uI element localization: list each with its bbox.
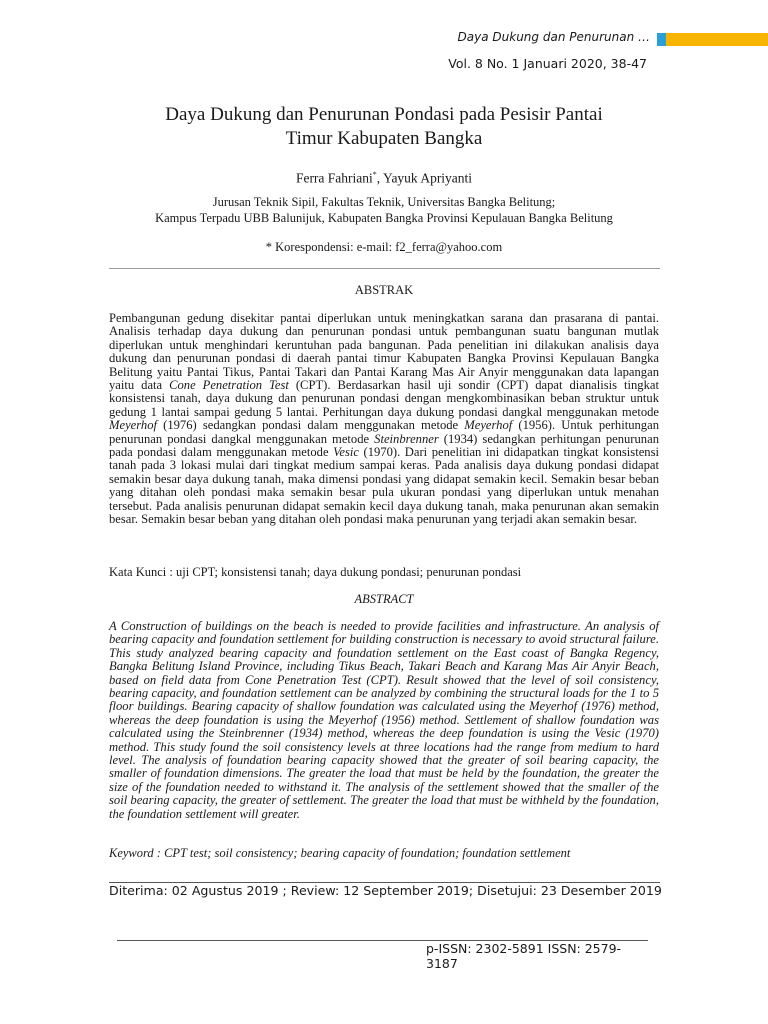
abstrak-text: (1970). Dari penelitian ini didapatkan tingkat konsistensi tanah pada 3 lokasi mulai dari tingkat medium sampai keras. Pada analisis daya dukung pondasi didapat semakin besar daya dukung tanah, maka dimensi pondasi yang didapat semakin kecil. Semakin besar beban yang ditahan oleh pondasi maka semakin besar pula ukuran pondasi yang diperlukan untuk menahan tersebut. Pada analisis penurunan didapat semakin kecil daya dukung tanah, maka penurunan akan semakin besar. Semakin besar beban yang ditahan oleh pondasi maka penurunan yang terjadi akan semakin besar. bbox=[109, 445, 659, 527]
author-name: Ferra Fahriani bbox=[295, 170, 373, 186]
abstrak-italic-term: Meyerhof bbox=[109, 418, 158, 433]
submission-dates: Diterima: 02 Agustus 2019 ; Review: 12 September 2019; Disetujui: 23 Desember 2019 bbox=[109, 883, 662, 898]
header-accent-bar-blue bbox=[657, 33, 666, 46]
abstrak-text: Pembangunan gedung disekitar pantai diperlukan untuk meningkatkan sarana dan prasarana di pantai. Analisis terhadap daya dukung dan penurunan pondasi untuk pembangunan suatu bangunan mutlak diperlukan untuk menghindari keruntuhan pada bangunan. Pada penelitian ini dilakukan analisis daya dukung dan penurunan pondasi di daerah pantai timur Kabupaten Bangka Provinsi Kepulauan Bangka Belitung yaitu Pantai Tikus, Pantai Takari dan Pantai Karang Mas Air Anyir menggunakan data lapangan yaitu data bbox=[109, 311, 659, 393]
abstrak-italic-term: Steinbrenner bbox=[374, 431, 439, 446]
running-header-title: Daya Dukung dan Penurunan … bbox=[457, 30, 650, 44]
corresponding-author-mark: * bbox=[372, 170, 377, 179]
author-list bbox=[0, 170, 768, 187]
paper-title bbox=[0, 103, 768, 151]
affiliation-line-1: Jurusan Teknik Sipil, Fakultas Teknik, Universitas Bangka Belitung; bbox=[212, 195, 556, 209]
keywords: Keyword : CPT test; soil consistency; bearing capacity of foundation; foundation settlement bbox=[109, 846, 571, 860]
header-accent-bar-gold bbox=[666, 33, 768, 46]
kata-kunci: Kata Kunci : uji CPT; konsistensi tanah; daya dukung pondasi; penurunan pondasi bbox=[109, 565, 522, 579]
volume-info: Vol. 8 No. 1 Januari 2020, 38-47 bbox=[448, 56, 647, 71]
paper-title-line-1: Daya Dukung dan Penurunan Pondasi pada Pesisir Pantai bbox=[165, 104, 603, 125]
co-author-name: , Yayuk Apriyanti bbox=[376, 170, 473, 186]
affiliation bbox=[0, 195, 768, 226]
abstrak-text: (CPT). Berdasarkan hasil uji sondir (CPT) dapat dianalisis tingkat konsistensi tanah, daya dukung dan penurunan pondasi dengan mengkombinasikan beban struktur untuk gedung 1 lantai sampai gedung 5 lantai. Perhitungan daya dukung pondasi dangkal menggunakan metode bbox=[109, 378, 659, 419]
abstrak-heading: ABSTRAK bbox=[354, 283, 414, 297]
abstrak-text: (1934) sedangkan perhitungan penurunan pada pondasi dalam menggunakan metode bbox=[109, 431, 659, 460]
abstrak-text: (1956). Untuk perhitungan penurunan pondasi dangkal menggunakan metode bbox=[109, 418, 659, 446]
correspondence-email: * Korespondensi: e-mail: f2_ferra@yahoo.com bbox=[265, 240, 503, 254]
issn-info: p-ISSN: 2302-5891 ISSN: 2579-3187 bbox=[426, 941, 622, 971]
abstrak-italic-term: Cone Penetration Test bbox=[169, 378, 289, 393]
abstrak-italic-term: Vesic bbox=[333, 445, 359, 460]
abstrak-text: (1976) sedangkan pondasi dalam menggunakan metode bbox=[157, 418, 465, 433]
header-divider bbox=[109, 268, 660, 269]
abstrak-italic-term: Meyerhof bbox=[464, 418, 513, 433]
affiliation-line-2: Kampus Terpadu UBB Balunijuk, Kabupaten Bangka Provinsi Kepulauan Bangka Belitung bbox=[155, 210, 613, 225]
abstract-body: A Construction of buildings on the beach is needed to provide facilities and infrastructure. An analysis of bearing capacity and foundation settlement for building construction is necessary to avoid structural failure. This study analyzed bearing capacity and foundation settlement on the East coast of Bangka Regency, Bangka Belitung Island Province, including Tikus Beach, Takari Beach and Karang Mas Air Anyir Beach, based on field data from Cone Penetration Test (CPT). Result showed that the level of soil consistency, bearing capacity, and foundation settlement can be analyzed by combining the structural loads for the 1 to 5 floor buildings. Bearing capacity of shallow foundation was calculated using the Meyerhof (1976) method, whereas the deep foundation is using the Meyerhof (1956) method. Settlement of shallow foundation was calculated using the Steinbrenner (1934) method, whereas the deep foundation is using the Vesic (1970) method. This study found the soil consistency levels at three locations had the range from medium to hard level. The analysis of foundation bearing capacity showed that the greater of soil bearing capacity, the smaller of foundation dimensions. The greater the load that must be held by the foundation, the greater the size of the foundation needed to withstand it. The analysis of the settlement showed that the smaller of the soil bearing capacity, the greater of settlement. The greater the load that must be withheld by the foundation, the foundation settlement will greater. bbox=[109, 619, 659, 821]
abstrak-body bbox=[109, 312, 659, 527]
paper-title-line-2: Timur Kabupaten Bangka bbox=[285, 128, 483, 149]
abstract-heading: ABSTRACT bbox=[354, 592, 414, 606]
